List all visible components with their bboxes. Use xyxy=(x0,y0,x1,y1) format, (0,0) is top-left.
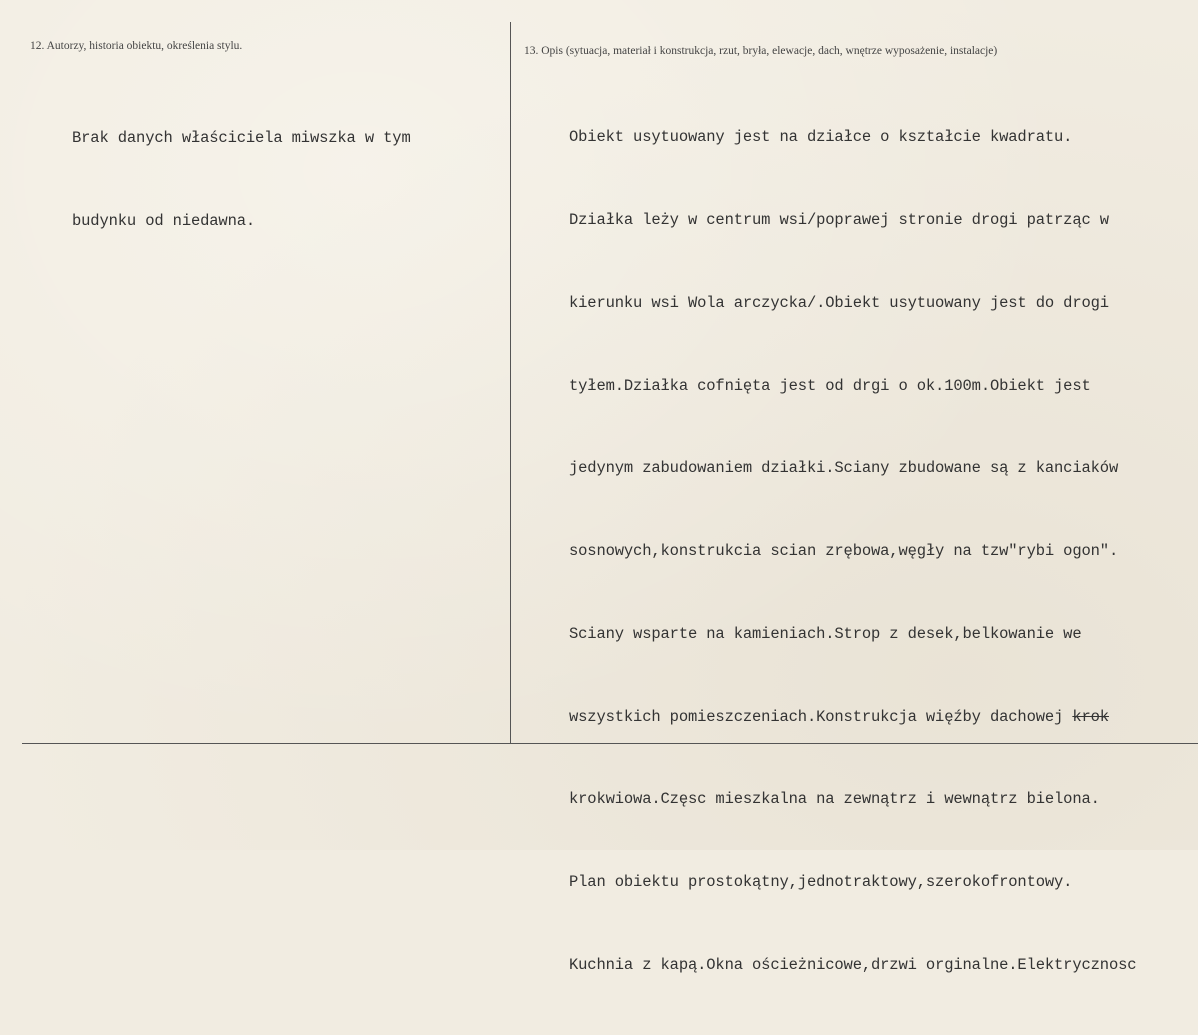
section-13-text xyxy=(569,69,1198,1035)
section-13-line: Kuchnia z kapą.Okna ościeżnicowe,drzwi orginalne.Elektrycznosc xyxy=(569,956,1137,974)
section-13-line: Działka leży w centrum wsi/poprawej stronie drogi patrząc w xyxy=(569,210,1109,229)
section-13-line: krokwiowa.Częsc mieszkalna na zewnątrz i wewnątrz bielona. xyxy=(569,790,1100,809)
section-13-heading: 13. Opis (sytuacja, materiał i konstrukcja, rzut, bryła, elewacje, dach, wnętrze wyposażenie, instalacje) xyxy=(524,45,998,57)
section-13-line: Sciany wsparte na kamieniach.Strop z desek,belkowanie we xyxy=(569,624,1082,643)
section-13-line: sosnowych,konstrukcia scian zrębowa,węgły na tzw"rybi ogon". xyxy=(569,542,1119,561)
struck-word: krok xyxy=(1072,707,1109,726)
column-divider xyxy=(510,22,511,744)
section-13-line: tyłem.Działka cofnięta jest od drgi o ok.100m.Obiekt jest xyxy=(569,376,1091,395)
section-12-line: budynku od niedawna. xyxy=(72,211,256,230)
section-13-line-with-strike xyxy=(569,704,1198,732)
section-12-text xyxy=(72,70,411,291)
section-13-line: kierunku wsi Wola arczycka/.Obiekt usytuowany jest do drogi xyxy=(569,293,1109,312)
section-13-line: jedynym zabudowaniem działki.Sciany zbudowane są z kanciaków xyxy=(569,459,1119,478)
section-12-line: Brak danych właściciela miwszka w tym xyxy=(72,129,411,148)
section-13-line-text: wszystkich pomieszczeniach.Konstrukcja więźby dachowej xyxy=(569,707,1073,726)
section-13-line: Plan obiektu prostokątny,jednotraktowy,szerokofrontowy. xyxy=(569,873,1073,892)
bottom-rule xyxy=(22,743,1198,744)
section-12-heading: 12. Autorzy, historia obiektu, określenia stylu. xyxy=(30,40,243,52)
section-13-line: Obiekt usytuowany jest na działce o kształcie kwadratu. xyxy=(569,128,1073,147)
